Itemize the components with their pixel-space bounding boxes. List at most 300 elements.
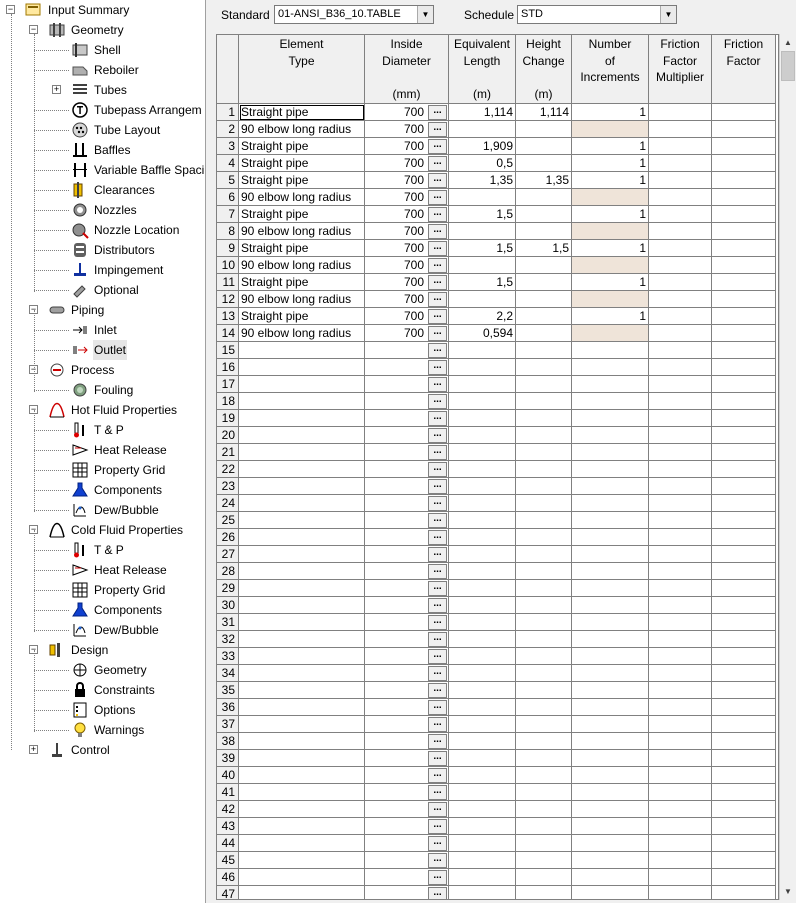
tree-node-property-grid[interactable] bbox=[0, 460, 206, 480]
cell-friction-factor-multiplier[interactable] bbox=[649, 886, 712, 900]
cell-element-type[interactable] bbox=[239, 546, 365, 563]
cell-inside-diameter[interactable] bbox=[365, 852, 449, 869]
cell-inside-diameter[interactable] bbox=[365, 512, 449, 529]
tree-node-components[interactable] bbox=[0, 600, 206, 620]
edit-ellipsis-button[interactable]: ... bbox=[428, 292, 447, 307]
cell-friction-factor-multiplier[interactable] bbox=[649, 240, 712, 257]
tree-node-piping[interactable] bbox=[0, 300, 206, 320]
cell-number-of-increments[interactable] bbox=[572, 240, 649, 257]
expand-icon[interactable]: + bbox=[53, 84, 60, 94]
cell-equivalent-length[interactable] bbox=[449, 716, 516, 733]
tree-node-t-p[interactable] bbox=[0, 540, 206, 560]
cell-height-change[interactable] bbox=[516, 495, 572, 512]
cell-height-change[interactable] bbox=[516, 835, 572, 852]
cell-inside-diameter[interactable] bbox=[365, 308, 449, 325]
cell-height-change[interactable] bbox=[516, 784, 572, 801]
cell-height-change[interactable] bbox=[516, 682, 572, 699]
cell-element-type[interactable] bbox=[239, 104, 365, 121]
cell-friction-factor[interactable] bbox=[712, 325, 776, 342]
cell-number-of-increments[interactable] bbox=[572, 223, 649, 240]
cell-element-type[interactable] bbox=[239, 631, 365, 648]
cell-element-type[interactable] bbox=[239, 665, 365, 682]
cell-friction-factor-multiplier[interactable] bbox=[649, 376, 712, 393]
cell-friction-factor-multiplier[interactable] bbox=[649, 614, 712, 631]
cell-inside-diameter[interactable] bbox=[365, 818, 449, 835]
cell-number-of-increments[interactable] bbox=[572, 393, 649, 410]
cell-friction-factor[interactable] bbox=[712, 257, 776, 274]
cell-equivalent-length[interactable] bbox=[449, 257, 516, 274]
cell-friction-factor[interactable] bbox=[712, 410, 776, 427]
tree-node-cold-fluid-properties[interactable] bbox=[0, 520, 206, 540]
cell-friction-factor-multiplier[interactable] bbox=[649, 801, 712, 818]
cell-inside-diameter[interactable] bbox=[365, 104, 449, 121]
edit-ellipsis-button[interactable]: ... bbox=[428, 870, 447, 885]
cell-height-change[interactable] bbox=[516, 648, 572, 665]
tree-node-constraints[interactable] bbox=[0, 680, 206, 700]
expand-icon[interactable]: + bbox=[30, 744, 37, 754]
cell-inside-diameter[interactable] bbox=[365, 648, 449, 665]
cell-friction-factor[interactable] bbox=[712, 206, 776, 223]
tree-node-tubepass-arrangem[interactable] bbox=[0, 100, 206, 120]
edit-ellipsis-button[interactable]: ... bbox=[428, 853, 447, 868]
cell-friction-factor-multiplier[interactable] bbox=[649, 206, 712, 223]
cell-element-type[interactable] bbox=[239, 359, 365, 376]
cell-number-of-increments[interactable] bbox=[572, 478, 649, 495]
cell-element-type[interactable] bbox=[239, 393, 365, 410]
cell-number-of-increments[interactable] bbox=[572, 155, 649, 172]
collapse-icon[interactable]: − bbox=[30, 364, 37, 374]
cell-element-type[interactable] bbox=[239, 240, 365, 257]
cell-number-of-increments[interactable] bbox=[572, 648, 649, 665]
cell-friction-factor-multiplier[interactable] bbox=[649, 716, 712, 733]
edit-ellipsis-button[interactable]: ... bbox=[428, 343, 447, 358]
cell-height-change[interactable] bbox=[516, 172, 572, 189]
cell-element-type[interactable] bbox=[239, 512, 365, 529]
tree-node-tube-layout[interactable] bbox=[0, 120, 206, 140]
cell-friction-factor-multiplier[interactable] bbox=[649, 546, 712, 563]
cell-height-change[interactable] bbox=[516, 818, 572, 835]
tree-node-heat-release[interactable] bbox=[0, 560, 206, 580]
cell-friction-factor-multiplier[interactable] bbox=[649, 478, 712, 495]
cell-element-type[interactable] bbox=[239, 818, 365, 835]
tree-node-outlet[interactable] bbox=[0, 340, 206, 360]
cell-number-of-increments[interactable] bbox=[572, 665, 649, 682]
cell-height-change[interactable] bbox=[516, 104, 572, 121]
cell-element-type[interactable] bbox=[239, 223, 365, 240]
edit-ellipsis-button[interactable]: ... bbox=[428, 819, 447, 834]
cell-number-of-increments[interactable] bbox=[572, 886, 649, 900]
cell-number-of-increments[interactable] bbox=[572, 376, 649, 393]
cell-inside-diameter[interactable] bbox=[365, 801, 449, 818]
collapse-icon[interactable]: − bbox=[30, 304, 37, 314]
cell-height-change[interactable] bbox=[516, 257, 572, 274]
cell-element-type[interactable] bbox=[239, 750, 365, 767]
cell-friction-factor[interactable] bbox=[712, 495, 776, 512]
cell-friction-factor[interactable] bbox=[712, 291, 776, 308]
edit-ellipsis-button[interactable]: ... bbox=[428, 326, 447, 341]
cell-friction-factor-multiplier[interactable] bbox=[649, 767, 712, 784]
cell-number-of-increments[interactable] bbox=[572, 257, 649, 274]
cell-friction-factor[interactable] bbox=[712, 172, 776, 189]
cell-element-type[interactable] bbox=[239, 308, 365, 325]
edit-ellipsis-button[interactable]: ... bbox=[428, 700, 447, 715]
cell-friction-factor[interactable] bbox=[712, 682, 776, 699]
cell-friction-factor[interactable] bbox=[712, 597, 776, 614]
cell-friction-factor[interactable] bbox=[712, 461, 776, 478]
cell-friction-factor[interactable] bbox=[712, 189, 776, 206]
cell-friction-factor[interactable] bbox=[712, 835, 776, 852]
cell-friction-factor-multiplier[interactable] bbox=[649, 427, 712, 444]
edit-ellipsis-button[interactable]: ... bbox=[428, 887, 447, 900]
cell-friction-factor-multiplier[interactable] bbox=[649, 699, 712, 716]
cell-height-change[interactable] bbox=[516, 342, 572, 359]
cell-element-type[interactable] bbox=[239, 716, 365, 733]
cell-height-change[interactable] bbox=[516, 410, 572, 427]
tree-node-components[interactable] bbox=[0, 480, 206, 500]
cell-number-of-increments[interactable] bbox=[572, 512, 649, 529]
edit-ellipsis-button[interactable]: ... bbox=[428, 547, 447, 562]
cell-equivalent-length[interactable] bbox=[449, 563, 516, 580]
cell-equivalent-length[interactable] bbox=[449, 393, 516, 410]
cell-equivalent-length[interactable] bbox=[449, 359, 516, 376]
cell-friction-factor[interactable] bbox=[712, 869, 776, 886]
column-header-equivalent-length[interactable] bbox=[449, 35, 516, 104]
tree-node-geometry[interactable] bbox=[0, 660, 206, 680]
cell-friction-factor[interactable] bbox=[712, 393, 776, 410]
cell-number-of-increments[interactable] bbox=[572, 869, 649, 886]
cell-number-of-increments[interactable] bbox=[572, 291, 649, 308]
cell-friction-factor-multiplier[interactable] bbox=[649, 274, 712, 291]
cell-element-type[interactable] bbox=[239, 580, 365, 597]
chevron-down-icon[interactable]: ▼ bbox=[417, 6, 433, 23]
cell-number-of-increments[interactable] bbox=[572, 716, 649, 733]
cell-friction-factor[interactable] bbox=[712, 580, 776, 597]
cell-friction-factor-multiplier[interactable] bbox=[649, 597, 712, 614]
cell-equivalent-length[interactable] bbox=[449, 410, 516, 427]
edit-ellipsis-button[interactable]: ... bbox=[428, 649, 447, 664]
edit-ellipsis-button[interactable]: ... bbox=[428, 241, 447, 256]
cell-equivalent-length[interactable] bbox=[449, 767, 516, 784]
cell-equivalent-length[interactable] bbox=[449, 223, 516, 240]
cell-friction-factor-multiplier[interactable] bbox=[649, 648, 712, 665]
cell-height-change[interactable] bbox=[516, 138, 572, 155]
cell-height-change[interactable] bbox=[516, 852, 572, 869]
cell-equivalent-length[interactable] bbox=[449, 869, 516, 886]
cell-height-change[interactable] bbox=[516, 546, 572, 563]
cell-equivalent-length[interactable] bbox=[449, 172, 516, 189]
edit-ellipsis-button[interactable]: ... bbox=[428, 598, 447, 613]
edit-ellipsis-button[interactable]: ... bbox=[428, 751, 447, 766]
cell-friction-factor-multiplier[interactable] bbox=[649, 835, 712, 852]
cell-height-change[interactable] bbox=[516, 359, 572, 376]
cell-number-of-increments[interactable] bbox=[572, 138, 649, 155]
cell-inside-diameter[interactable] bbox=[365, 886, 449, 900]
cell-element-type[interactable] bbox=[239, 784, 365, 801]
cell-friction-factor[interactable] bbox=[712, 852, 776, 869]
cell-number-of-increments[interactable] bbox=[572, 206, 649, 223]
cell-number-of-increments[interactable] bbox=[572, 104, 649, 121]
cell-friction-factor[interactable] bbox=[712, 529, 776, 546]
edit-ellipsis-button[interactable]: ... bbox=[428, 479, 447, 494]
cell-equivalent-length[interactable] bbox=[449, 546, 516, 563]
cell-friction-factor[interactable] bbox=[712, 121, 776, 138]
edit-ellipsis-button[interactable]: ... bbox=[428, 139, 447, 154]
cell-friction-factor[interactable] bbox=[712, 631, 776, 648]
cell-inside-diameter[interactable] bbox=[365, 716, 449, 733]
cell-number-of-increments[interactable] bbox=[572, 342, 649, 359]
cell-friction-factor-multiplier[interactable] bbox=[649, 784, 712, 801]
cell-number-of-increments[interactable] bbox=[572, 699, 649, 716]
column-header-friction-factor-multiplier[interactable] bbox=[649, 35, 712, 104]
cell-height-change[interactable] bbox=[516, 512, 572, 529]
cell-friction-factor-multiplier[interactable] bbox=[649, 121, 712, 138]
cell-inside-diameter[interactable] bbox=[365, 206, 449, 223]
cell-element-type[interactable] bbox=[239, 699, 365, 716]
cell-friction-factor[interactable] bbox=[712, 886, 776, 900]
edit-ellipsis-button[interactable]: ... bbox=[428, 360, 447, 375]
cell-inside-diameter[interactable] bbox=[365, 546, 449, 563]
tree-node-heat-release[interactable] bbox=[0, 440, 206, 460]
cell-friction-factor[interactable] bbox=[712, 274, 776, 291]
tree-node-variable-baffle-spaci[interactable] bbox=[0, 160, 206, 180]
cell-inside-diameter[interactable] bbox=[365, 835, 449, 852]
cell-inside-diameter[interactable] bbox=[365, 359, 449, 376]
cell-number-of-increments[interactable] bbox=[572, 597, 649, 614]
cell-number-of-increments[interactable] bbox=[572, 750, 649, 767]
cell-height-change[interactable] bbox=[516, 886, 572, 900]
cell-friction-factor[interactable] bbox=[712, 699, 776, 716]
cell-number-of-increments[interactable] bbox=[572, 733, 649, 750]
cell-number-of-increments[interactable] bbox=[572, 852, 649, 869]
cell-element-type[interactable] bbox=[239, 682, 365, 699]
tree-node-shell[interactable] bbox=[0, 40, 206, 60]
tree-node-fouling[interactable] bbox=[0, 380, 206, 400]
cell-height-change[interactable] bbox=[516, 427, 572, 444]
edit-ellipsis-button[interactable]: ... bbox=[428, 683, 447, 698]
cell-number-of-increments[interactable] bbox=[572, 546, 649, 563]
cell-element-type[interactable] bbox=[239, 461, 365, 478]
cell-height-change[interactable] bbox=[516, 274, 572, 291]
cell-friction-factor-multiplier[interactable] bbox=[649, 223, 712, 240]
cell-friction-factor-multiplier[interactable] bbox=[649, 410, 712, 427]
cell-inside-diameter[interactable] bbox=[365, 665, 449, 682]
tree-node-nozzles[interactable] bbox=[0, 200, 206, 220]
cell-number-of-increments[interactable] bbox=[572, 325, 649, 342]
cell-equivalent-length[interactable] bbox=[449, 699, 516, 716]
cell-number-of-increments[interactable] bbox=[572, 767, 649, 784]
cell-friction-factor-multiplier[interactable] bbox=[649, 869, 712, 886]
edit-ellipsis-button[interactable]: ... bbox=[428, 377, 447, 392]
cell-number-of-increments[interactable] bbox=[572, 529, 649, 546]
cell-element-type[interactable] bbox=[239, 189, 365, 206]
cell-equivalent-length[interactable] bbox=[449, 495, 516, 512]
cell-equivalent-length[interactable] bbox=[449, 852, 516, 869]
cell-equivalent-length[interactable] bbox=[449, 597, 516, 614]
edit-ellipsis-button[interactable]: ... bbox=[428, 105, 447, 120]
cell-equivalent-length[interactable] bbox=[449, 444, 516, 461]
cell-equivalent-length[interactable] bbox=[449, 240, 516, 257]
cell-inside-diameter[interactable] bbox=[365, 240, 449, 257]
cell-inside-diameter[interactable] bbox=[365, 478, 449, 495]
cell-friction-factor[interactable] bbox=[712, 546, 776, 563]
cell-friction-factor[interactable] bbox=[712, 155, 776, 172]
tree-node-input-summary[interactable] bbox=[0, 0, 206, 20]
cell-friction-factor-multiplier[interactable] bbox=[649, 818, 712, 835]
cell-height-change[interactable] bbox=[516, 631, 572, 648]
cell-friction-factor-multiplier[interactable] bbox=[649, 665, 712, 682]
cell-inside-diameter[interactable] bbox=[365, 257, 449, 274]
cell-inside-diameter[interactable] bbox=[365, 393, 449, 410]
cell-inside-diameter[interactable] bbox=[365, 580, 449, 597]
cell-inside-diameter[interactable] bbox=[365, 529, 449, 546]
cell-friction-factor-multiplier[interactable] bbox=[649, 631, 712, 648]
cell-element-type[interactable] bbox=[239, 478, 365, 495]
cell-friction-factor-multiplier[interactable] bbox=[649, 495, 712, 512]
cell-friction-factor-multiplier[interactable] bbox=[649, 172, 712, 189]
cell-element-type[interactable] bbox=[239, 597, 365, 614]
cell-number-of-increments[interactable] bbox=[572, 801, 649, 818]
cell-height-change[interactable] bbox=[516, 665, 572, 682]
cell-height-change[interactable] bbox=[516, 121, 572, 138]
cell-equivalent-length[interactable] bbox=[449, 104, 516, 121]
cell-equivalent-length[interactable] bbox=[449, 512, 516, 529]
edit-ellipsis-button[interactable]: ... bbox=[428, 734, 447, 749]
cell-friction-factor-multiplier[interactable] bbox=[649, 580, 712, 597]
tree-node-process[interactable] bbox=[0, 360, 206, 380]
cell-inside-diameter[interactable] bbox=[365, 155, 449, 172]
cell-height-change[interactable] bbox=[516, 461, 572, 478]
edit-ellipsis-button[interactable]: ... bbox=[428, 190, 447, 205]
cell-element-type[interactable] bbox=[239, 376, 365, 393]
cell-element-type[interactable] bbox=[239, 886, 365, 900]
edit-ellipsis-button[interactable]: ... bbox=[428, 768, 447, 783]
cell-element-type[interactable] bbox=[239, 801, 365, 818]
cell-number-of-increments[interactable] bbox=[572, 580, 649, 597]
cell-friction-factor-multiplier[interactable] bbox=[649, 104, 712, 121]
edit-ellipsis-button[interactable]: ... bbox=[428, 615, 447, 630]
cell-inside-diameter[interactable] bbox=[365, 614, 449, 631]
cell-height-change[interactable] bbox=[516, 393, 572, 410]
cell-equivalent-length[interactable] bbox=[449, 886, 516, 900]
tree-node-geometry[interactable] bbox=[0, 20, 206, 40]
cell-number-of-increments[interactable] bbox=[572, 631, 649, 648]
edit-ellipsis-button[interactable]: ... bbox=[428, 411, 447, 426]
cell-inside-diameter[interactable] bbox=[365, 427, 449, 444]
cell-equivalent-length[interactable] bbox=[449, 682, 516, 699]
cell-equivalent-length[interactable] bbox=[449, 121, 516, 138]
edit-ellipsis-button[interactable]: ... bbox=[428, 224, 447, 239]
collapse-icon[interactable]: − bbox=[30, 24, 37, 34]
cell-friction-factor[interactable] bbox=[712, 478, 776, 495]
cell-friction-factor[interactable] bbox=[712, 614, 776, 631]
cell-equivalent-length[interactable] bbox=[449, 478, 516, 495]
cell-friction-factor[interactable] bbox=[712, 648, 776, 665]
cell-element-type[interactable] bbox=[239, 869, 365, 886]
column-header-height-change[interactable] bbox=[516, 35, 572, 104]
cell-element-type[interactable] bbox=[239, 563, 365, 580]
cell-element-type[interactable] bbox=[239, 257, 365, 274]
edit-ellipsis-button[interactable]: ... bbox=[428, 564, 447, 579]
edit-ellipsis-button[interactable]: ... bbox=[428, 207, 447, 222]
cell-equivalent-length[interactable] bbox=[449, 648, 516, 665]
edit-ellipsis-button[interactable]: ... bbox=[428, 802, 447, 817]
cell-equivalent-length[interactable] bbox=[449, 376, 516, 393]
cell-equivalent-length[interactable] bbox=[449, 733, 516, 750]
cell-element-type[interactable] bbox=[239, 614, 365, 631]
cell-inside-diameter[interactable] bbox=[365, 121, 449, 138]
cell-element-type[interactable] bbox=[239, 325, 365, 342]
tree-node-dew-bubble[interactable] bbox=[0, 500, 206, 520]
edit-ellipsis-button[interactable]: ... bbox=[428, 445, 447, 460]
cell-friction-factor-multiplier[interactable] bbox=[649, 342, 712, 359]
cell-height-change[interactable] bbox=[516, 308, 572, 325]
cell-friction-factor[interactable] bbox=[712, 801, 776, 818]
tree-node-property-grid[interactable] bbox=[0, 580, 206, 600]
cell-number-of-increments[interactable] bbox=[572, 784, 649, 801]
cell-height-change[interactable] bbox=[516, 206, 572, 223]
cell-height-change[interactable] bbox=[516, 376, 572, 393]
cell-number-of-increments[interactable] bbox=[572, 835, 649, 852]
cell-number-of-increments[interactable] bbox=[572, 427, 649, 444]
cell-height-change[interactable] bbox=[516, 155, 572, 172]
cell-height-change[interactable] bbox=[516, 223, 572, 240]
cell-friction-factor-multiplier[interactable] bbox=[649, 308, 712, 325]
cell-friction-factor[interactable] bbox=[712, 342, 776, 359]
cell-friction-factor[interactable] bbox=[712, 240, 776, 257]
cell-friction-factor-multiplier[interactable] bbox=[649, 138, 712, 155]
cell-equivalent-length[interactable] bbox=[449, 818, 516, 835]
cell-equivalent-length[interactable] bbox=[449, 631, 516, 648]
cell-inside-diameter[interactable] bbox=[365, 410, 449, 427]
cell-inside-diameter[interactable] bbox=[365, 699, 449, 716]
cell-friction-factor[interactable] bbox=[712, 223, 776, 240]
cell-inside-diameter[interactable] bbox=[365, 325, 449, 342]
tree-node-reboiler[interactable] bbox=[0, 60, 206, 80]
cell-height-change[interactable] bbox=[516, 699, 572, 716]
cell-friction-factor[interactable] bbox=[712, 750, 776, 767]
cell-number-of-increments[interactable] bbox=[572, 461, 649, 478]
cell-number-of-increments[interactable] bbox=[572, 359, 649, 376]
tree-node-inlet[interactable] bbox=[0, 320, 206, 340]
column-header-number-of-increments[interactable] bbox=[572, 35, 649, 104]
cell-height-change[interactable] bbox=[516, 716, 572, 733]
tree-node-dew-bubble[interactable] bbox=[0, 620, 206, 640]
cell-friction-factor[interactable] bbox=[712, 767, 776, 784]
cell-inside-diameter[interactable] bbox=[365, 767, 449, 784]
cell-inside-diameter[interactable] bbox=[365, 274, 449, 291]
cell-friction-factor[interactable] bbox=[712, 444, 776, 461]
cell-height-change[interactable] bbox=[516, 529, 572, 546]
cell-inside-diameter[interactable] bbox=[365, 223, 449, 240]
cell-inside-diameter[interactable] bbox=[365, 189, 449, 206]
cell-number-of-increments[interactable] bbox=[572, 172, 649, 189]
cell-friction-factor[interactable] bbox=[712, 376, 776, 393]
cell-element-type[interactable] bbox=[239, 155, 365, 172]
collapse-icon[interactable]: − bbox=[30, 524, 37, 534]
scroll-down-icon[interactable]: ▼ bbox=[780, 883, 796, 900]
tree-node-hot-fluid-properties[interactable] bbox=[0, 400, 206, 420]
collapse-icon[interactable]: − bbox=[30, 404, 37, 414]
cell-equivalent-length[interactable] bbox=[449, 291, 516, 308]
cell-inside-diameter[interactable] bbox=[365, 495, 449, 512]
collapse-icon[interactable]: − bbox=[30, 644, 37, 654]
cell-element-type[interactable] bbox=[239, 274, 365, 291]
cell-inside-diameter[interactable] bbox=[365, 172, 449, 189]
cell-friction-factor-multiplier[interactable] bbox=[649, 461, 712, 478]
edit-ellipsis-button[interactable]: ... bbox=[428, 785, 447, 800]
cell-equivalent-length[interactable] bbox=[449, 529, 516, 546]
tree-node-optional[interactable] bbox=[0, 280, 206, 300]
